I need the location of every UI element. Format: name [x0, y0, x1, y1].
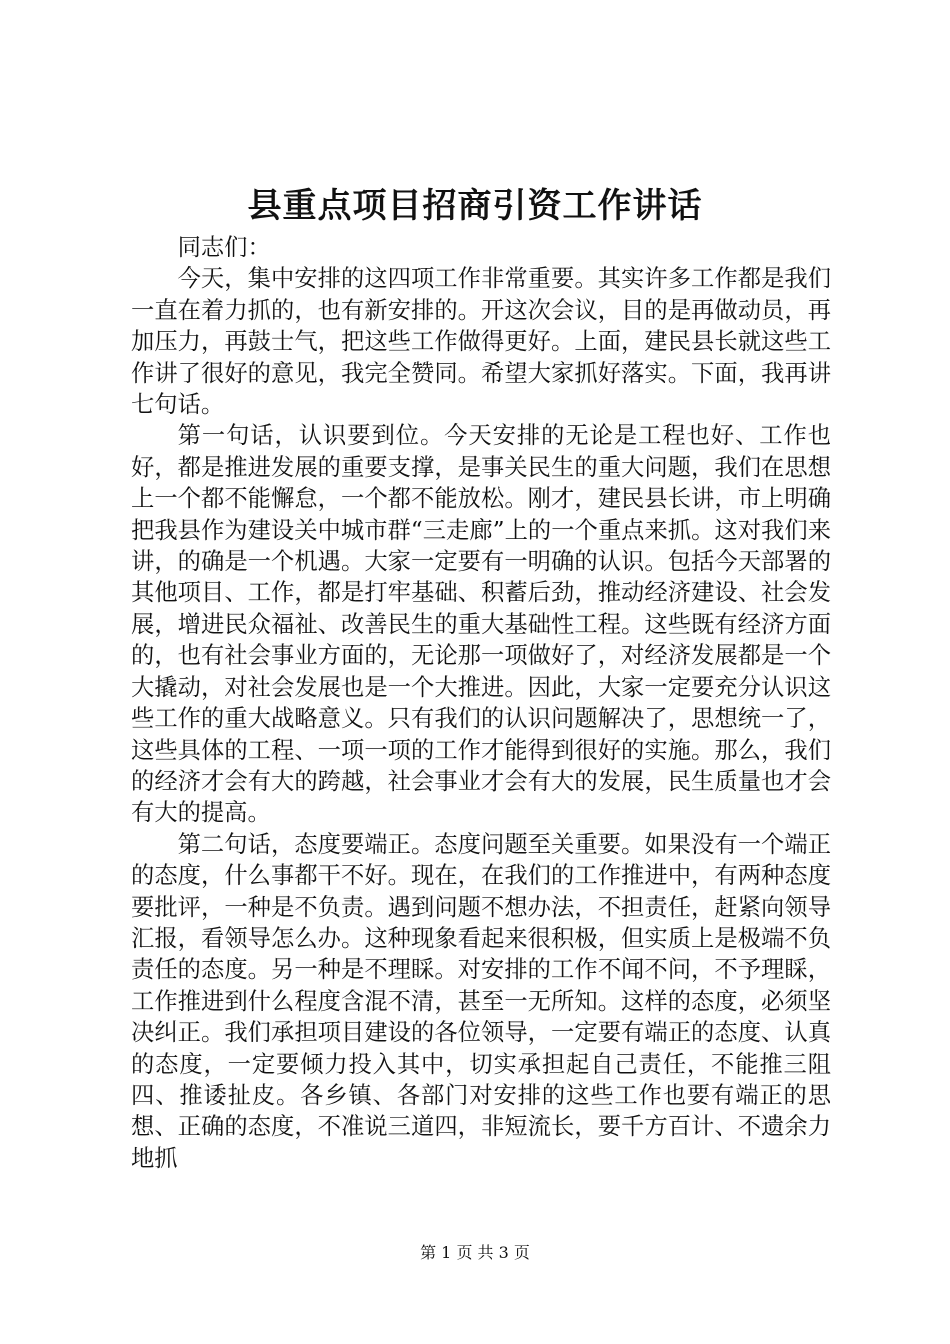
intro-paragraph: 今天，集中安排的这四项工作非常重要。其实许多工作都是我们一直在着力抓的，也有新安排的。开这次会议，目的是再做动员，再加压力，再鼓士气，把这些工作做得更好。上面，建民县长就这些工作讲了很好的意见，我完全赞同。希望大家抓好落实。下面，我再讲七句话。	[131, 265, 831, 419]
first-point-paragraph: 第一句话，认识要到位。今天安排的无论是工程也好、工作也好，都是推进发展的重要支撑，是事关民生的重大问题，我们在思想上一个都不能懈怠，一个都不能放松。刚才，建民县长讲，市上明确把我县作为建设关中城市群“三走廊”上的一个重点来抓。这对我们来讲，的确是一个机遇。大家一定要有一明确的认识。包括今天部署的其他项目、工作，都是打牢基础、积蓄后劲，推动经济建设、社会发展，增进民众福祉、改善民生的重大基础性工程。这些既有经济方面的，也有社会事业方面的，无论那一项做好了，对经济发展都是一个大撬动，对社会发展也是一个大推进。因此，大家一定要充分认识这些工作的重大战略意义。只有我们的认识问题解决了，思想统一了，这些具体的工程、一项一项的工作才能得到很好的实施。那么，我们的经济才会有大的跨越，社会事业才会有大的发展，民生质量也才会有大的提高。	[131, 422, 831, 827]
document-title: 县重点项目招商引资工作讲话	[247, 186, 703, 226]
salutation-paragraph: 同志们：	[177, 234, 271, 261]
document-body	[131, 232, 831, 1174]
second-point-paragraph: 第二句话，态度要端正。态度问题至关重要。如果没有一个端正的态度，什么事都干不好。现在，在我们的工作推进中，有两种态度要批评，一种是不负责。遇到问题不想办法，不担责任，赶紧向领导汇报，看领导怎么办。这种现象看起来很积极，但实质上是极端不负责任的态度。另一种是不理睬。对安排的工作不闻不问，不予理睬，工作推进到什么程度含混不清，甚至一无所知。这样的态度，必须坚决纠正。我们承担项目建设的各位领导，一定要有端正的态度、认真的态度，一定要倾力投入其中，切实承担起自己责任，不能推三阻四、推诿扯皮。各乡镇、各部门对安排的这些工作也要有端正的思想、正确的态度，不准说三道四，非短流长，要千方百计、不遗余力地抓	[131, 830, 831, 1172]
page-number-footer: 第 1 页 共 3 页	[420, 1243, 530, 1262]
